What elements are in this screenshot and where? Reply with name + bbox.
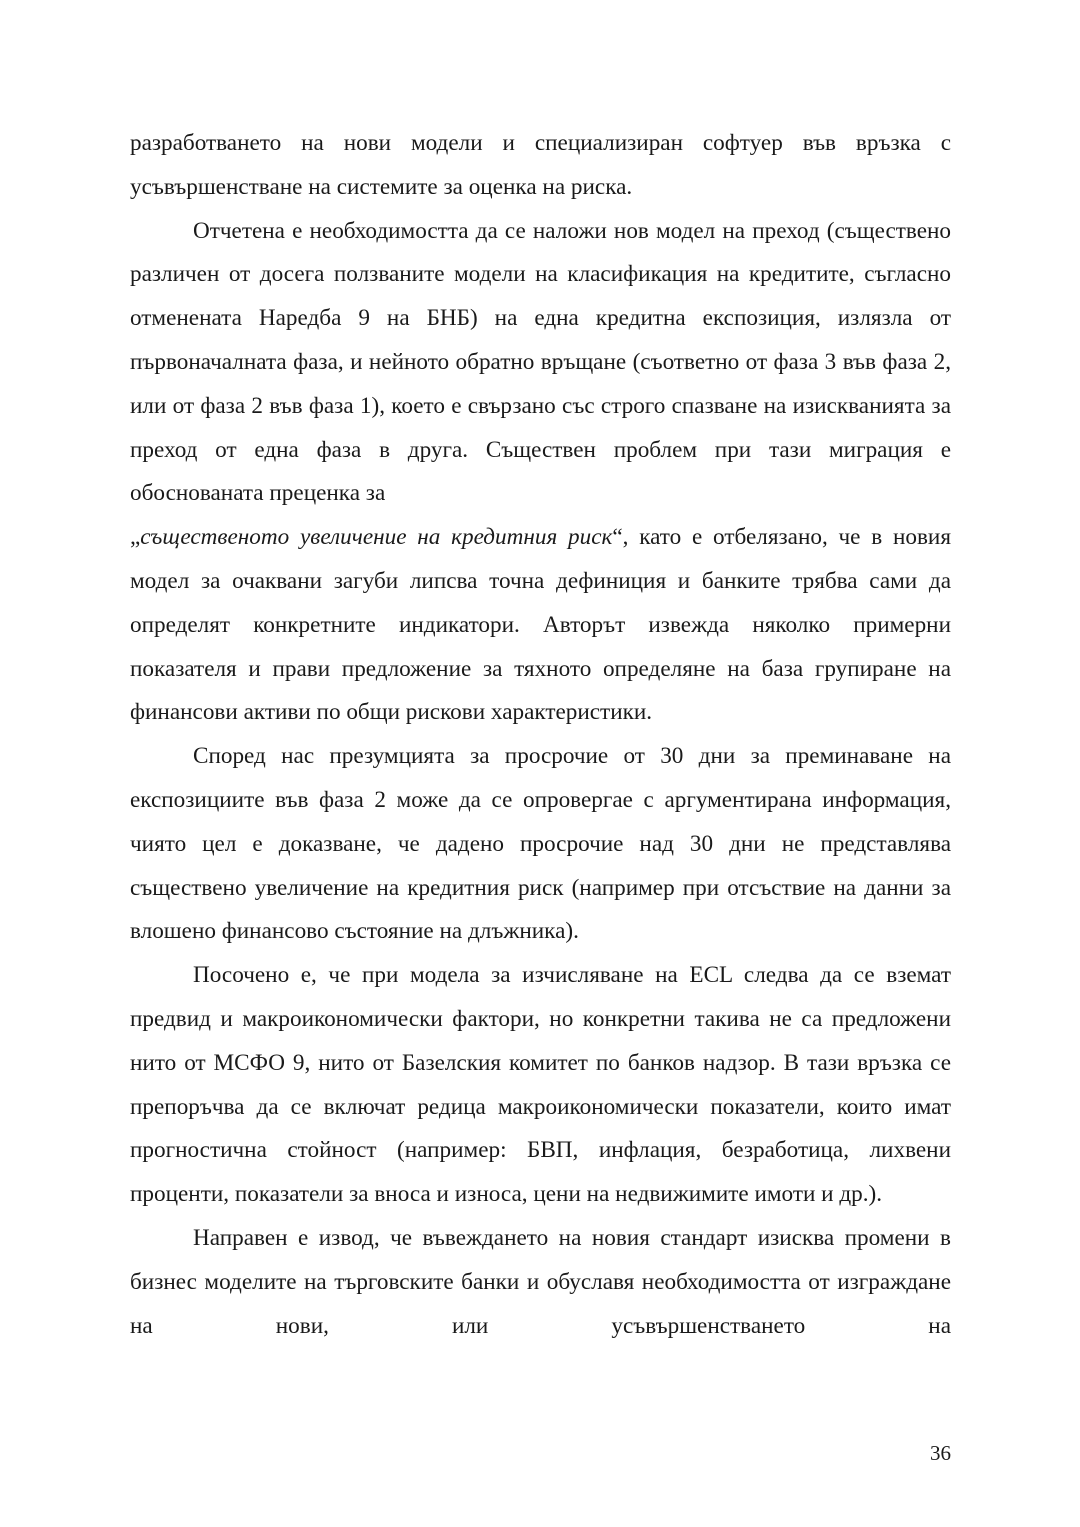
page-number: 36 [930, 1441, 951, 1465]
paragraph-2: Отчетена е необходимостта да се наложи нов модел на преход (съществено различен от досега ползваните модели на класификация на кредитите, съгласно отменената Наредба 9 на БНБ) на една кредитна експозиция, излязла от първоначалната фаза, и нейното обратно връщане (съответно от фаза 3 във фаза 2, или от фаза 2 във фаза 1), което е свързано със строго спазване на изискванията за преход от една фаза в друга. Съществен проблем при тази миграция е обоснованата преценка за [130, 217, 951, 507]
italic-phrase: същественото увеличение на кредитния риск [140, 524, 613, 551]
paragraph-5: Направен е извод, че въвеждането на новия стандарт изисква промени в бизнес моделите на търговските банки и обуславя необходимостта от изграждане на нови, или усъвършенстването на [130, 1224, 951, 1339]
document-page [130, 122, 951, 1348]
paragraph-2-continuation [130, 516, 951, 735]
paragraph-1-continuation: разработването на нови модели и специализиран софтуер във връзка с усъвършенстване на системите за оценка на риска. [130, 130, 951, 200]
paragraph-3: Според нас презумцията за просрочие от 30 дни за преминаване на експозициите във фаза 2 може да се опровергае с аргументирана информация, чиято цел е доказване, че дадено просрочие над 30 дни не представлява съществено увеличение на кредитния риск (например при отсъствие на данни за влошено финансово състояние на длъжника). [130, 743, 951, 945]
open-quote: „ [130, 524, 141, 551]
paragraph-4: Посочено е, че при модела за изчисляване на ECL следва да се вземат предвид и макроикономически фактори, но конкретни такива не са предложени нито от МСФО 9, нито от Базелския комитет по банков надзор. В тази връзка се препоръчва да се включат редица макроикономически показатели, които имат прогностична стойност (например: БВП, инфлация, безработица, лихвени проценти, показатели за вноса и износа, цени на недвижимите имоти и др.). [130, 962, 951, 1208]
paragraph-2-tail: “, като е отбелязано, че в новия модел за очаквани загуби липсва точна дефиниция и банките трябва сами да определят конкретните индикатори. Авторът извежда няколко примерни показателя и прави предложение за тяхното определяне на база групиране на финансови активи по общи рискови характеристики. [130, 524, 951, 726]
